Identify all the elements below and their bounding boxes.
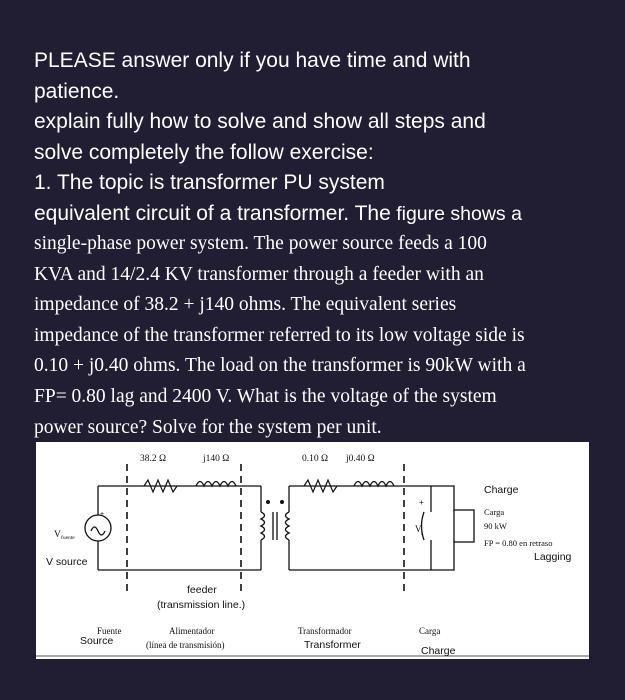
trafo-r-label: 0.10 Ω bbox=[302, 454, 329, 464]
source-circle bbox=[85, 515, 111, 541]
load-box bbox=[454, 510, 474, 542]
trafo-inductor bbox=[354, 482, 394, 487]
circuit-diagram bbox=[36, 442, 589, 659]
question-line-12: FP= 0.80 lag and 2400 V. What is the voltage of the system bbox=[34, 385, 497, 407]
transmission-label: (transmission line.) bbox=[157, 599, 246, 611]
primary-coil bbox=[261, 512, 265, 540]
v-source-label: V source bbox=[46, 556, 88, 568]
question-line-11: 0.10 + j0.40 ohms. The load on the transformer is 90kW with a bbox=[34, 355, 526, 377]
charge-label: Charge bbox=[484, 484, 519, 496]
bottom-transformador-label: Transformador bbox=[298, 626, 352, 636]
question-line-10: impedance of the transformer referred to its low voltage side is bbox=[34, 324, 525, 346]
question-line-13: power source? Solve for the system per unit. bbox=[34, 416, 382, 438]
wire-load-top bbox=[431, 486, 454, 512]
bottom-linea-label: (línea de transmisión) bbox=[146, 640, 225, 650]
question-line-1: PLEASE answer only if you have time and with bbox=[34, 49, 471, 72]
carga-box-line-2: 90 kW bbox=[484, 521, 507, 531]
polarity-dot-primary bbox=[266, 500, 270, 504]
bottom-charge-label: Charge bbox=[421, 645, 456, 657]
circuit-figure bbox=[36, 442, 589, 659]
bottom-fuente-label: Fuente bbox=[97, 626, 122, 636]
feeder-x-label: j140 Ω bbox=[203, 454, 230, 464]
question-line-4: solve completely the follow exercise: bbox=[34, 140, 374, 164]
polarity-dot-secondary bbox=[280, 500, 284, 504]
wire-load-bottom bbox=[431, 540, 454, 570]
question-line-6-serif: figure shows a bbox=[390, 202, 522, 225]
question-line-8: KVA and 14/2.4 KV transformer through a feeder with an bbox=[34, 263, 484, 285]
source-plus: + bbox=[100, 511, 105, 518]
secondary-coil bbox=[286, 512, 290, 540]
question-text bbox=[34, 46, 604, 443]
vs-plus: + bbox=[419, 498, 424, 507]
v-source-subscript: fuente bbox=[61, 535, 75, 541]
carga-box-line-1: Carga bbox=[484, 507, 505, 517]
lagging-label: Lagging bbox=[534, 551, 572, 563]
vs-subscript: s bbox=[421, 531, 424, 537]
carga-box-line-3: FP = 0.80 en retraso bbox=[484, 538, 553, 548]
question-line-3: explain fully how to solve and show all steps and bbox=[34, 110, 486, 133]
bottom-source-label: Source bbox=[80, 635, 114, 647]
bottom-carga-label: Carga bbox=[419, 626, 441, 636]
bottom-alimentador-label: Alimentador bbox=[169, 626, 215, 636]
question-line-6 bbox=[34, 199, 604, 230]
question-line-2: patience. bbox=[34, 79, 120, 103]
feeder-label: feeder bbox=[187, 584, 217, 596]
trafo-x-label: j0.40 Ω bbox=[346, 454, 375, 464]
question-line-5: 1. The topic is transformer PU system bbox=[34, 171, 385, 194]
vs-symbol: V bbox=[415, 524, 422, 534]
v-source-symbol: V bbox=[54, 530, 61, 540]
question-line-6-sans: equivalent circuit of a transformer. The bbox=[34, 201, 391, 225]
feeder-r-label: 38.2 Ω bbox=[140, 454, 167, 464]
question-line-9: impedance of 38.2 + j140 ohms. The equivalent series bbox=[34, 294, 457, 316]
question-line-7: single-phase power system. The power source feeds a 100 bbox=[34, 233, 487, 254]
feeder-inductor bbox=[196, 482, 236, 487]
bottom-transformer-label: Transformer bbox=[304, 639, 361, 651]
